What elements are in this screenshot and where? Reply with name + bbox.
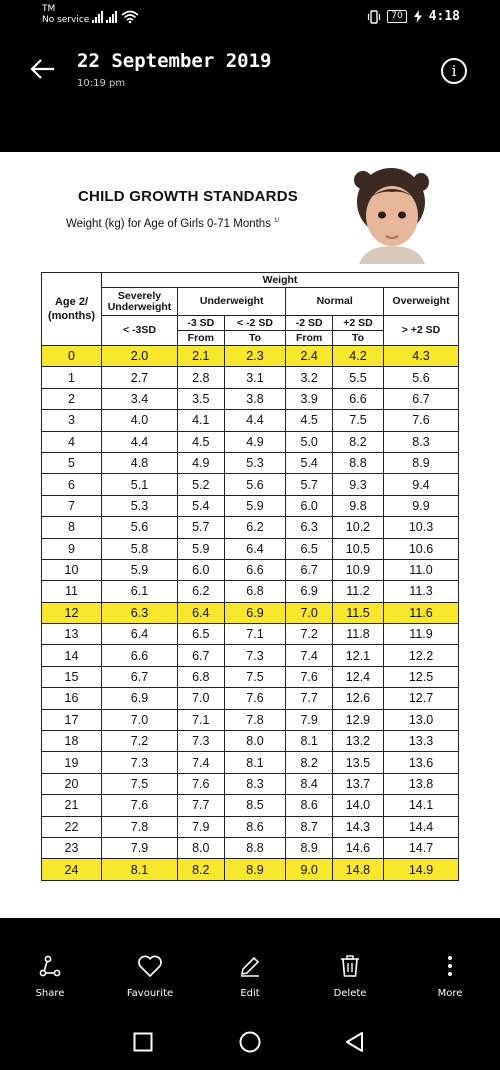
weight-cell: 6.2 bbox=[224, 517, 286, 538]
status-right bbox=[367, 9, 460, 24]
weight-cell: 4.4 bbox=[224, 410, 286, 431]
weight-cell: 6.6 bbox=[102, 645, 178, 666]
weight-cell: 5.3 bbox=[224, 452, 286, 473]
weight-cell: 13.8 bbox=[384, 773, 459, 794]
weight-cell: 8.4 bbox=[286, 773, 333, 794]
status-bar bbox=[0, 0, 500, 40]
weight-cell: 6.0 bbox=[178, 559, 225, 580]
age-cell: 23 bbox=[42, 837, 102, 858]
weight-cell: 9.9 bbox=[384, 495, 459, 516]
weight-cell: 8.6 bbox=[224, 816, 286, 837]
more-label: More bbox=[437, 988, 463, 999]
system-nav-bar bbox=[0, 1022, 500, 1062]
weight-cell: 6.8 bbox=[224, 581, 286, 602]
weight-cell: 5.4 bbox=[178, 495, 225, 516]
table-row bbox=[42, 859, 459, 880]
weight-cell: 6.4 bbox=[224, 538, 286, 559]
weight-cell: 2.4 bbox=[286, 346, 333, 367]
heart-icon bbox=[137, 954, 163, 978]
weight-cell: 6.9 bbox=[286, 581, 333, 602]
weight-cell: 11.3 bbox=[384, 581, 459, 602]
weight-cell: 13.6 bbox=[384, 752, 459, 773]
age-cell: 19 bbox=[42, 752, 102, 773]
age-cell: 1 bbox=[42, 367, 102, 388]
weight-cell: 3.5 bbox=[178, 388, 225, 409]
weight-cell: 6.5 bbox=[178, 624, 225, 645]
sd-3-from-cell bbox=[178, 316, 225, 346]
weight-cell: 12.5 bbox=[384, 666, 459, 687]
weight-cell: 6.9 bbox=[102, 688, 178, 709]
weight-cell: 7.9 bbox=[286, 709, 333, 730]
clock: 4:18 bbox=[428, 9, 460, 24]
weight-cell: 13.3 bbox=[384, 731, 459, 752]
from-label: From bbox=[296, 332, 323, 344]
weight-cell: 8.8 bbox=[332, 452, 383, 473]
weight-cell: 7.6 bbox=[286, 666, 333, 687]
weight-cell: 7.6 bbox=[224, 688, 286, 709]
age-cell: 16 bbox=[42, 688, 102, 709]
weight-cell: 8.7 bbox=[286, 816, 333, 837]
document-subtitle-text: Weight (kg) for Age of Girls 0-71 Months bbox=[66, 218, 271, 230]
table-row bbox=[42, 581, 459, 602]
age-cell: 7 bbox=[42, 495, 102, 516]
weight-cell: 11.0 bbox=[384, 559, 459, 580]
weight-cell: 8.6 bbox=[286, 795, 333, 816]
weight-cell: 8.1 bbox=[102, 859, 178, 880]
growth-table-body bbox=[42, 346, 459, 881]
charging-icon bbox=[413, 10, 423, 23]
table-row bbox=[42, 346, 459, 367]
age-cell: 11 bbox=[42, 581, 102, 602]
table-row bbox=[42, 731, 459, 752]
weight-cell: 4.0 bbox=[102, 410, 178, 431]
sd-lt-3: < -3SD bbox=[102, 316, 178, 346]
weight-cell: 5.6 bbox=[224, 474, 286, 495]
table-row bbox=[42, 752, 459, 773]
group-overweight: Overweight bbox=[384, 288, 459, 316]
weight-cell: 7.7 bbox=[286, 688, 333, 709]
service-status: No service bbox=[42, 15, 90, 25]
weight-cell: 10.5 bbox=[332, 538, 383, 559]
table-row bbox=[42, 538, 459, 559]
vibrate-icon bbox=[367, 10, 381, 24]
weight-cell: 7.1 bbox=[224, 624, 286, 645]
weight-cell: 5.6 bbox=[102, 517, 178, 538]
table-row bbox=[42, 388, 459, 409]
weight-cell: 9.3 bbox=[332, 474, 383, 495]
weight-cell: 7.5 bbox=[332, 410, 383, 431]
weight-cell: 4.5 bbox=[286, 410, 333, 431]
square-icon[interactable] bbox=[133, 1032, 153, 1052]
weight-cell: 4.3 bbox=[384, 346, 459, 367]
weight-cell: 6.8 bbox=[178, 666, 225, 687]
weight-cell: 4.4 bbox=[102, 431, 178, 452]
age-cell: 24 bbox=[42, 859, 102, 880]
circle-icon[interactable] bbox=[239, 1031, 261, 1053]
weight-cell: 12.7 bbox=[384, 688, 459, 709]
info-icon[interactable]: i bbox=[441, 58, 467, 84]
trash-icon bbox=[338, 954, 362, 978]
weight-cell: 8.8 bbox=[224, 837, 286, 858]
favourite-button[interactable] bbox=[120, 954, 180, 999]
weight-cell: 7.3 bbox=[178, 731, 225, 752]
weight-cell: 5.7 bbox=[178, 517, 225, 538]
table-row bbox=[42, 816, 459, 837]
weight-cell: 3.2 bbox=[286, 367, 333, 388]
table-row bbox=[42, 495, 459, 516]
table-row bbox=[42, 367, 459, 388]
weight-cell: 5.2 bbox=[178, 474, 225, 495]
weight-cell: 5.7 bbox=[286, 474, 333, 495]
weight-cell: 12.9 bbox=[332, 709, 383, 730]
delete-label: Delete bbox=[333, 988, 367, 999]
weight-cell: 6.7 bbox=[286, 559, 333, 580]
triangle-back-icon[interactable] bbox=[344, 1031, 366, 1053]
weight-cell: 5.0 bbox=[286, 431, 333, 452]
age-cell: 3 bbox=[42, 410, 102, 431]
weight-cell: 7.8 bbox=[224, 709, 286, 730]
table-row bbox=[42, 837, 459, 858]
age-cell: 6 bbox=[42, 474, 102, 495]
weight-cell: 14.0 bbox=[332, 795, 383, 816]
weight-cell: 13.0 bbox=[384, 709, 459, 730]
age-cell: 12 bbox=[42, 602, 102, 623]
sd-gt-plus2: > +2 SD bbox=[384, 316, 459, 346]
age-cell: 5 bbox=[42, 452, 102, 473]
table-row bbox=[42, 517, 459, 538]
weight-cell: 6.3 bbox=[286, 517, 333, 538]
bottom-toolbar bbox=[0, 940, 500, 1010]
weight-cell: 6.4 bbox=[178, 602, 225, 623]
weight-cell: 11.8 bbox=[332, 624, 383, 645]
weight-cell: 4.9 bbox=[178, 452, 225, 473]
age-cell: 20 bbox=[42, 773, 102, 794]
delete-button[interactable] bbox=[325, 954, 375, 999]
weight-cell: 11.9 bbox=[384, 624, 459, 645]
weight-cell: 4.5 bbox=[178, 431, 225, 452]
table-row bbox=[42, 602, 459, 623]
weight-cell: 8.2 bbox=[332, 431, 383, 452]
to-label: To bbox=[248, 332, 261, 344]
weight-cell: 5.8 bbox=[102, 538, 178, 559]
share-icon bbox=[38, 954, 62, 978]
weight-cell: 7.6 bbox=[384, 410, 459, 431]
weight-cell: 5.9 bbox=[102, 559, 178, 580]
age-header: Age 2/ (months) bbox=[42, 273, 102, 346]
weight-cell: 7.0 bbox=[178, 688, 225, 709]
weight-cell: 7.6 bbox=[178, 773, 225, 794]
weight-cell: 14.7 bbox=[384, 837, 459, 858]
sd-lt-minus2: < -2 SD bbox=[225, 316, 286, 331]
table-row bbox=[42, 431, 459, 452]
weight-cell: 7.5 bbox=[102, 773, 178, 794]
weight-cell: 10.9 bbox=[332, 559, 383, 580]
weight-cell: 6.7 bbox=[178, 645, 225, 666]
weight-cell: 9.4 bbox=[384, 474, 459, 495]
edit-label: Edit bbox=[240, 988, 260, 999]
sd-minus2: -2 SD bbox=[286, 316, 332, 331]
age-cell: 17 bbox=[42, 709, 102, 730]
weight-cell: 14.9 bbox=[384, 859, 459, 880]
weight-cell: 5.6 bbox=[384, 367, 459, 388]
weight-cell: 9.0 bbox=[286, 859, 333, 880]
weight-cell: 6.3 bbox=[102, 602, 178, 623]
weight-header: Weight bbox=[102, 273, 459, 288]
age-cell: 2 bbox=[42, 388, 102, 409]
growth-table bbox=[41, 272, 459, 881]
weight-cell: 5.4 bbox=[286, 452, 333, 473]
weight-cell: 7.2 bbox=[286, 624, 333, 645]
weight-cell: 8.9 bbox=[224, 859, 286, 880]
age-cell: 4 bbox=[42, 431, 102, 452]
group-severely-underweight: Severely Underweight bbox=[102, 288, 178, 316]
weight-cell: 8.3 bbox=[384, 431, 459, 452]
age-cell: 13 bbox=[42, 624, 102, 645]
weight-cell: 7.0 bbox=[102, 709, 178, 730]
weight-cell: 13.2 bbox=[332, 731, 383, 752]
weight-cell: 10.6 bbox=[384, 538, 459, 559]
weight-cell: 4.8 bbox=[102, 452, 178, 473]
edit-button[interactable] bbox=[225, 954, 275, 999]
age-cell: 15 bbox=[42, 666, 102, 687]
weight-cell: 14.3 bbox=[332, 816, 383, 837]
weight-cell: 6.7 bbox=[102, 666, 178, 687]
table-row bbox=[42, 624, 459, 645]
share-button[interactable] bbox=[25, 954, 75, 999]
photo-content bbox=[0, 152, 500, 918]
sd-minus3: -3 SD bbox=[178, 316, 224, 331]
weight-cell: 7.3 bbox=[224, 645, 286, 666]
weight-cell: 5.5 bbox=[332, 367, 383, 388]
weight-cell: 8.0 bbox=[178, 837, 225, 858]
weight-cell: 12.1 bbox=[332, 645, 383, 666]
weight-cell: 5.9 bbox=[224, 495, 286, 516]
weight-cell: 8.3 bbox=[224, 773, 286, 794]
weight-cell: 7.6 bbox=[102, 795, 178, 816]
weight-cell: 12.4 bbox=[332, 666, 383, 687]
weight-cell: 7.8 bbox=[102, 816, 178, 837]
weight-cell: 13.7 bbox=[332, 773, 383, 794]
age-cell: 10 bbox=[42, 559, 102, 580]
weight-cell: 7.0 bbox=[286, 602, 333, 623]
from-label: From bbox=[187, 332, 214, 344]
document-title: CHILD GROWTH STANDARDS bbox=[78, 188, 298, 205]
weight-cell: 8.1 bbox=[286, 731, 333, 752]
weight-cell: 11.5 bbox=[332, 602, 383, 623]
signal-wifi-icon bbox=[92, 9, 152, 25]
weight-cell: 8.5 bbox=[224, 795, 286, 816]
sd-minus2-from-cell bbox=[286, 316, 333, 346]
age-cell: 8 bbox=[42, 517, 102, 538]
weight-cell: 12.2 bbox=[384, 645, 459, 666]
weight-cell: 5.1 bbox=[102, 474, 178, 495]
table-row bbox=[42, 666, 459, 687]
page-title: 22 September 2019 bbox=[77, 50, 272, 72]
age-cell: 9 bbox=[42, 538, 102, 559]
weight-cell: 3.1 bbox=[224, 367, 286, 388]
weight-cell: 2.8 bbox=[178, 367, 225, 388]
weight-cell: 14.8 bbox=[332, 859, 383, 880]
weight-cell: 8.2 bbox=[178, 859, 225, 880]
table-row bbox=[42, 410, 459, 431]
weight-cell: 4.2 bbox=[332, 346, 383, 367]
table-row bbox=[42, 688, 459, 709]
carrier-name: TM bbox=[42, 4, 56, 14]
weight-cell: 4.9 bbox=[224, 431, 286, 452]
battery-level: 70 bbox=[387, 10, 406, 23]
weight-cell: 11.2 bbox=[332, 581, 383, 602]
weight-cell: 14.6 bbox=[332, 837, 383, 858]
weight-cell: 6.4 bbox=[102, 624, 178, 645]
age-cell: 18 bbox=[42, 731, 102, 752]
table-row bbox=[42, 795, 459, 816]
weight-cell: 8.2 bbox=[286, 752, 333, 773]
weight-cell: 6.6 bbox=[224, 559, 286, 580]
document-subtitle bbox=[66, 218, 279, 230]
weight-cell: 8.0 bbox=[224, 731, 286, 752]
pencil-icon bbox=[238, 954, 262, 978]
weight-cell: 7.4 bbox=[178, 752, 225, 773]
back-arrow-icon[interactable] bbox=[28, 54, 58, 84]
weight-cell: 11.6 bbox=[384, 602, 459, 623]
table-row bbox=[42, 645, 459, 666]
weight-cell: 10.2 bbox=[332, 517, 383, 538]
table-row bbox=[42, 452, 459, 473]
age-cell: 21 bbox=[42, 795, 102, 816]
weight-cell: 6.6 bbox=[332, 388, 383, 409]
group-normal: Normal bbox=[286, 288, 384, 316]
weight-cell: 12.6 bbox=[332, 688, 383, 709]
weight-cell: 3.4 bbox=[102, 388, 178, 409]
weight-cell: 6.7 bbox=[384, 388, 459, 409]
share-label: Share bbox=[35, 988, 65, 999]
weight-cell: 3.9 bbox=[286, 388, 333, 409]
table-row bbox=[42, 773, 459, 794]
carrier-info bbox=[42, 4, 89, 26]
weight-cell: 7.4 bbox=[286, 645, 333, 666]
weight-cell: 10.3 bbox=[384, 517, 459, 538]
weight-cell: 3.8 bbox=[224, 388, 286, 409]
weight-cell: 2.0 bbox=[102, 346, 178, 367]
sd-plus2: +2 SD bbox=[333, 316, 383, 331]
weight-cell: 8.1 bbox=[224, 752, 286, 773]
weight-cell: 13.5 bbox=[332, 752, 383, 773]
weight-cell: 2.7 bbox=[102, 367, 178, 388]
weight-cell: 7.9 bbox=[178, 816, 225, 837]
weight-cell: 6.2 bbox=[178, 581, 225, 602]
weight-cell: 7.5 bbox=[224, 666, 286, 687]
sd-plus2-to-cell bbox=[332, 316, 383, 346]
to-label: To bbox=[351, 332, 364, 344]
weight-cell: 8.9 bbox=[286, 837, 333, 858]
baby-photo bbox=[345, 160, 433, 264]
more-vertical-icon bbox=[438, 954, 462, 978]
weight-cell: 2.3 bbox=[224, 346, 286, 367]
weight-cell: 14.4 bbox=[384, 816, 459, 837]
weight-cell: 14.1 bbox=[384, 795, 459, 816]
favourite-label: Favourite bbox=[126, 988, 174, 999]
weight-cell: 2.1 bbox=[178, 346, 225, 367]
table-row bbox=[42, 474, 459, 495]
weight-cell: 7.9 bbox=[102, 837, 178, 858]
weight-cell: 7.3 bbox=[102, 752, 178, 773]
more-button[interactable] bbox=[425, 954, 475, 999]
weight-cell: 7.2 bbox=[102, 731, 178, 752]
weight-cell: 6.9 bbox=[224, 602, 286, 623]
weight-cell: 7.1 bbox=[178, 709, 225, 730]
weight-cell: 7.7 bbox=[178, 795, 225, 816]
weight-cell: 8.9 bbox=[384, 452, 459, 473]
weight-cell: 4.1 bbox=[178, 410, 225, 431]
weight-cell: 6.1 bbox=[102, 581, 178, 602]
weight-cell: 5.3 bbox=[102, 495, 178, 516]
page-subtitle: 10:19 pm bbox=[77, 78, 126, 89]
table-row bbox=[42, 559, 459, 580]
age-cell: 22 bbox=[42, 816, 102, 837]
sd-lt2-to-cell bbox=[224, 316, 286, 346]
weight-cell: 6.5 bbox=[286, 538, 333, 559]
weight-cell: 9.8 bbox=[332, 495, 383, 516]
document-subtitle-note: 1/ bbox=[274, 218, 280, 225]
age-cell: 14 bbox=[42, 645, 102, 666]
group-underweight: Underweight bbox=[178, 288, 286, 316]
age-cell: 0 bbox=[42, 346, 102, 367]
weight-cell: 5.9 bbox=[178, 538, 225, 559]
weight-cell: 6.0 bbox=[286, 495, 333, 516]
table-row bbox=[42, 709, 459, 730]
